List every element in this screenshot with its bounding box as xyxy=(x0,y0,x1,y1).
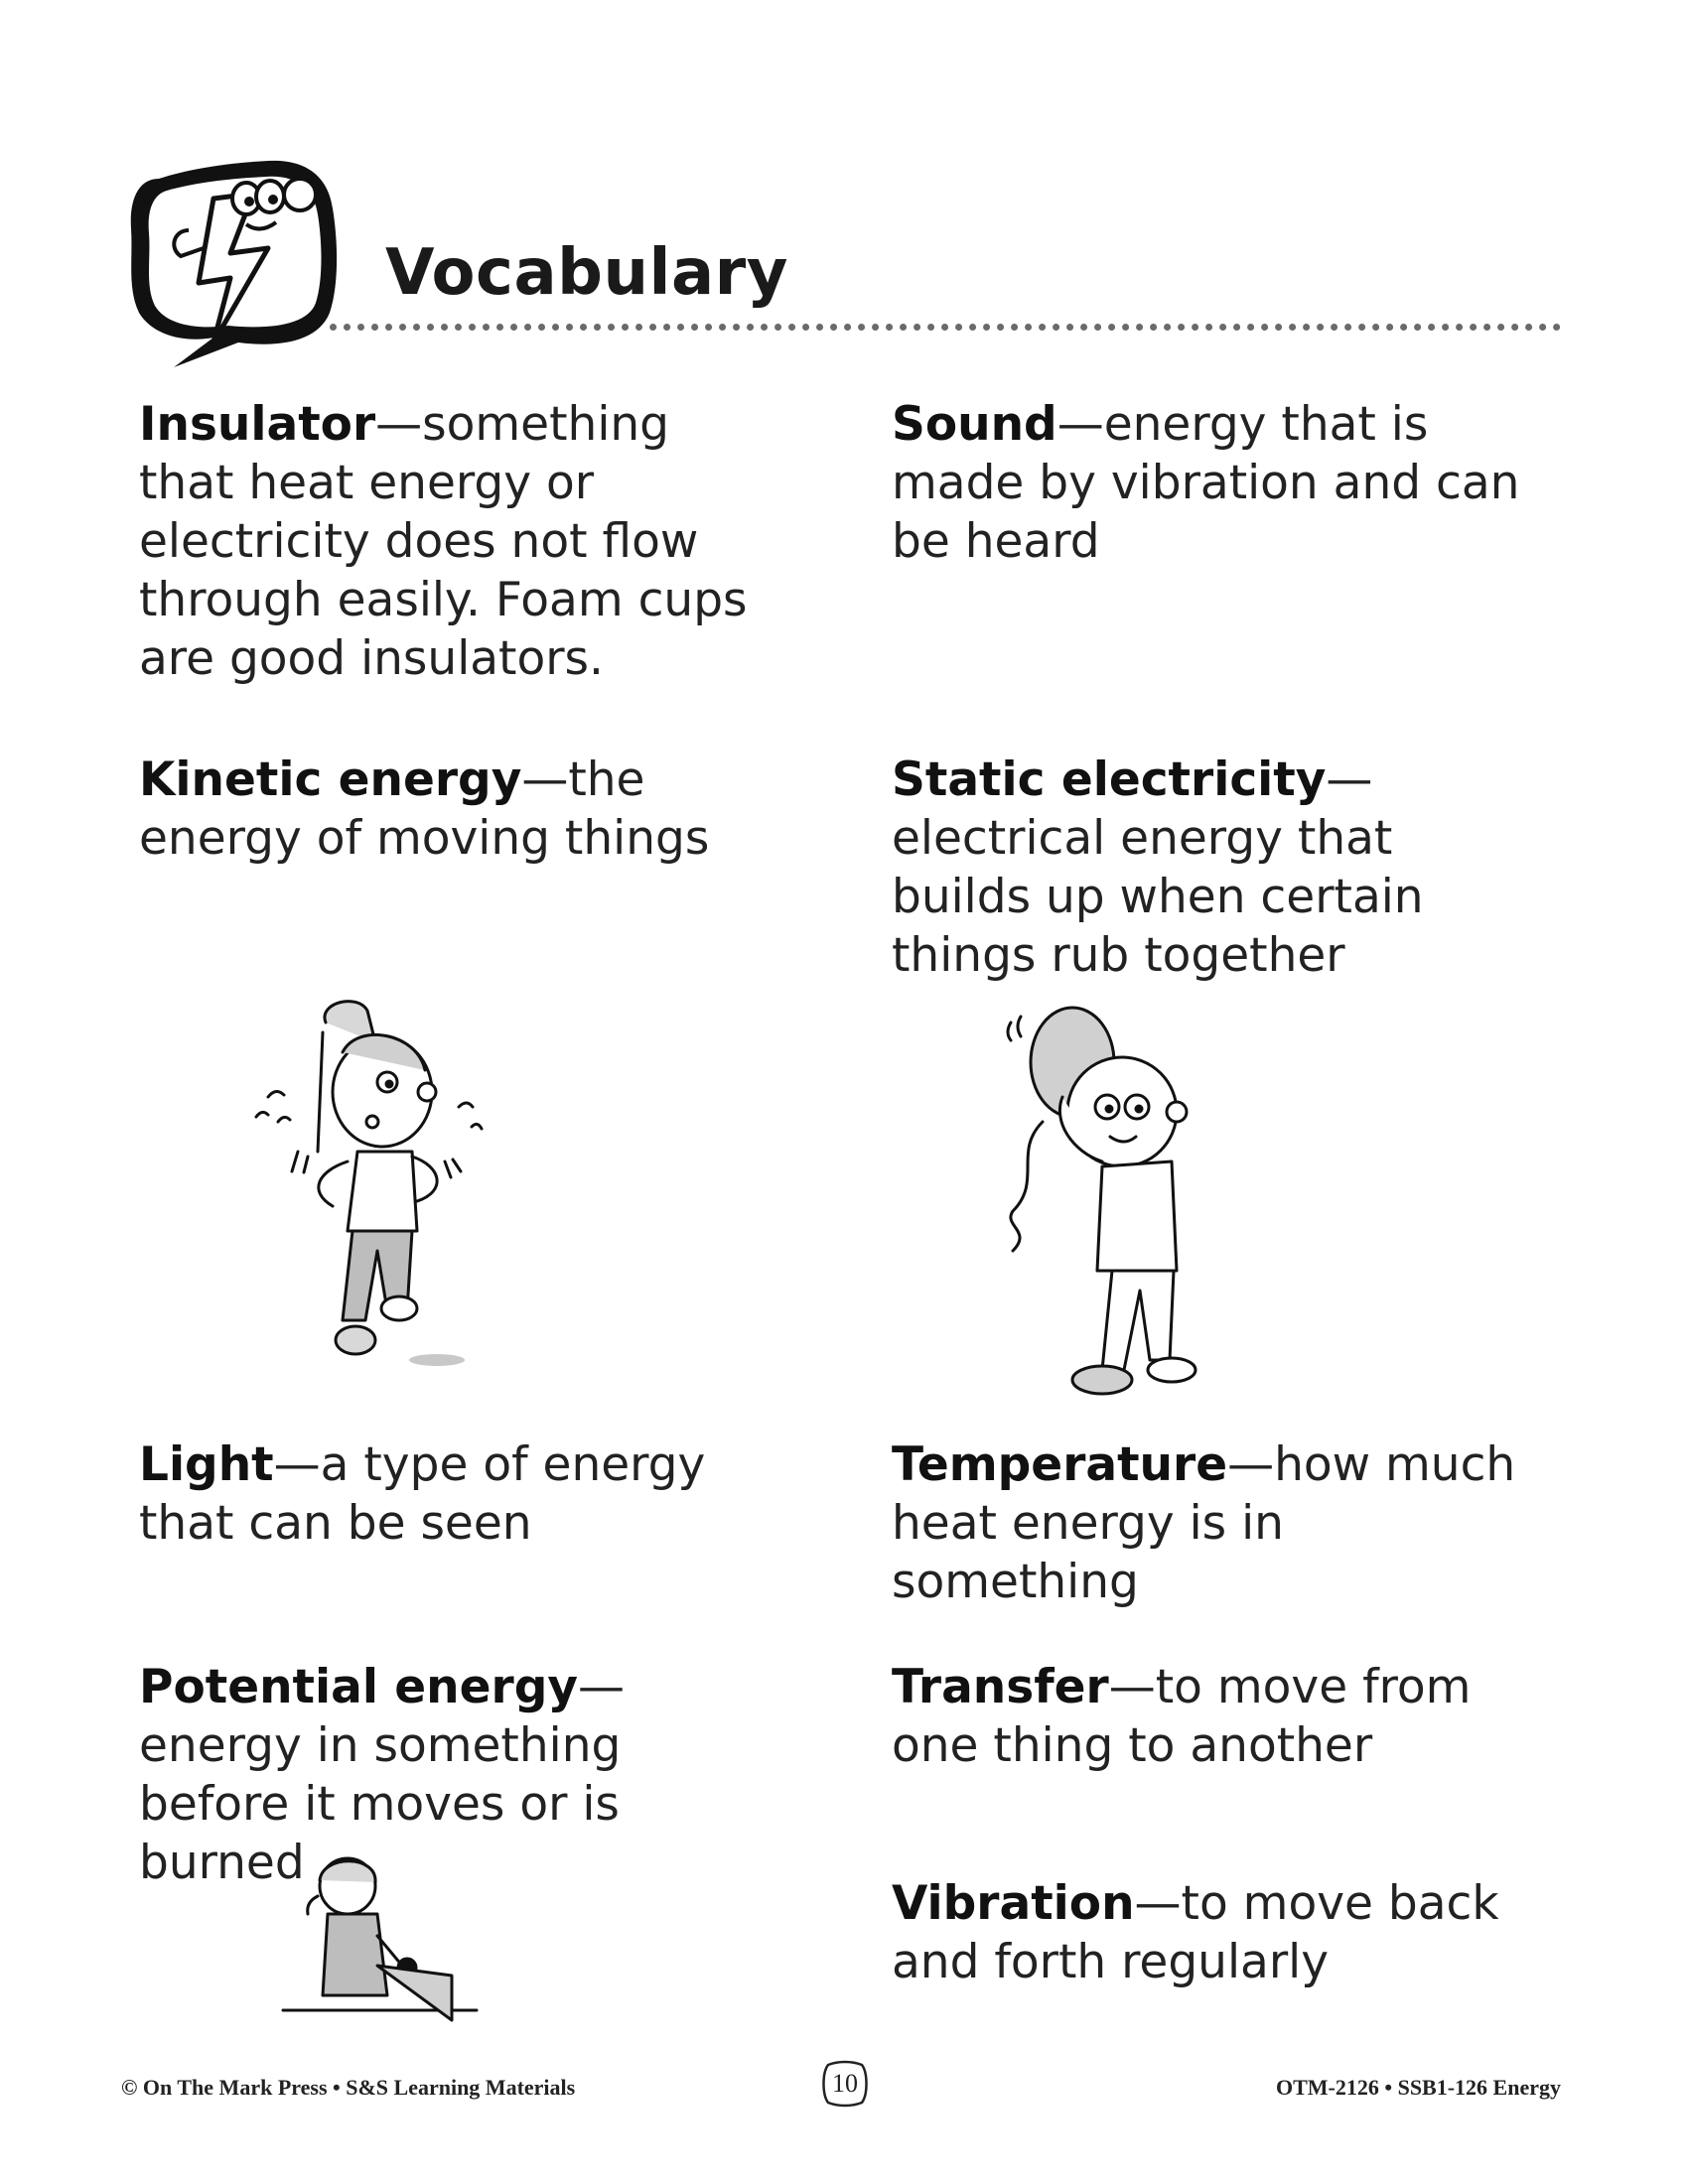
term-definition: —to move back and forth regularly xyxy=(892,1876,1499,1989)
page-title: Vocabulary xyxy=(385,236,788,310)
term-transfer xyxy=(892,1658,1527,1775)
footer-copyright: © On The Mark Press • S&S Learning Materials xyxy=(121,2075,576,2100)
term-word: Temperature xyxy=(892,1437,1228,1492)
term-word: Transfer xyxy=(892,1660,1109,1714)
term-word: Static electricity xyxy=(892,752,1327,807)
term-light xyxy=(139,1435,774,1553)
lightning-bolt-mascot-icon xyxy=(119,139,348,367)
page-number xyxy=(820,2059,870,2109)
term-word: Sound xyxy=(892,397,1057,452)
term-word: Kinetic energy xyxy=(139,752,522,807)
page-number-text: 10 xyxy=(832,2069,858,2098)
term-definition: —how much heat energy is in something xyxy=(892,1437,1516,1609)
term-temperature xyxy=(892,1435,1527,1611)
term-word: Potential energy xyxy=(139,1660,578,1714)
term-sound xyxy=(892,395,1527,571)
title-divider xyxy=(330,324,1561,331)
term-definition: —to move from one thing to another xyxy=(892,1660,1472,1773)
balloon-hair-man-illustration xyxy=(1003,1003,1241,1400)
term-definition: —the energy of moving things xyxy=(139,752,710,866)
term-definition: —energy in something before it moves or is burned xyxy=(139,1660,625,1890)
term-static-electricity xyxy=(892,751,1527,985)
footer-product-code: OTM-2126 • SSB1-126 Energy xyxy=(1276,2075,1561,2100)
term-definition: —energy that is made by vibration and can be heard xyxy=(892,397,1520,569)
term-word: Vibration xyxy=(892,1876,1135,1931)
ball-ramp-girl-illustration xyxy=(278,1846,506,2025)
term-word: Insulator xyxy=(139,397,376,452)
term-vibration xyxy=(892,1874,1527,1991)
term-word: Light xyxy=(139,1437,274,1492)
term-definition: —electrical energy that builds up when certain things rub together xyxy=(892,752,1424,983)
term-definition: —something that heat energy or electricity does not flow through easily. Foam cups are good insulators. xyxy=(139,397,748,686)
term-insulator xyxy=(139,395,774,688)
term-definition: —a type of energy that can be seen xyxy=(139,1437,706,1551)
term-kinetic-energy xyxy=(139,751,774,868)
running-boy-illustration xyxy=(248,993,496,1390)
